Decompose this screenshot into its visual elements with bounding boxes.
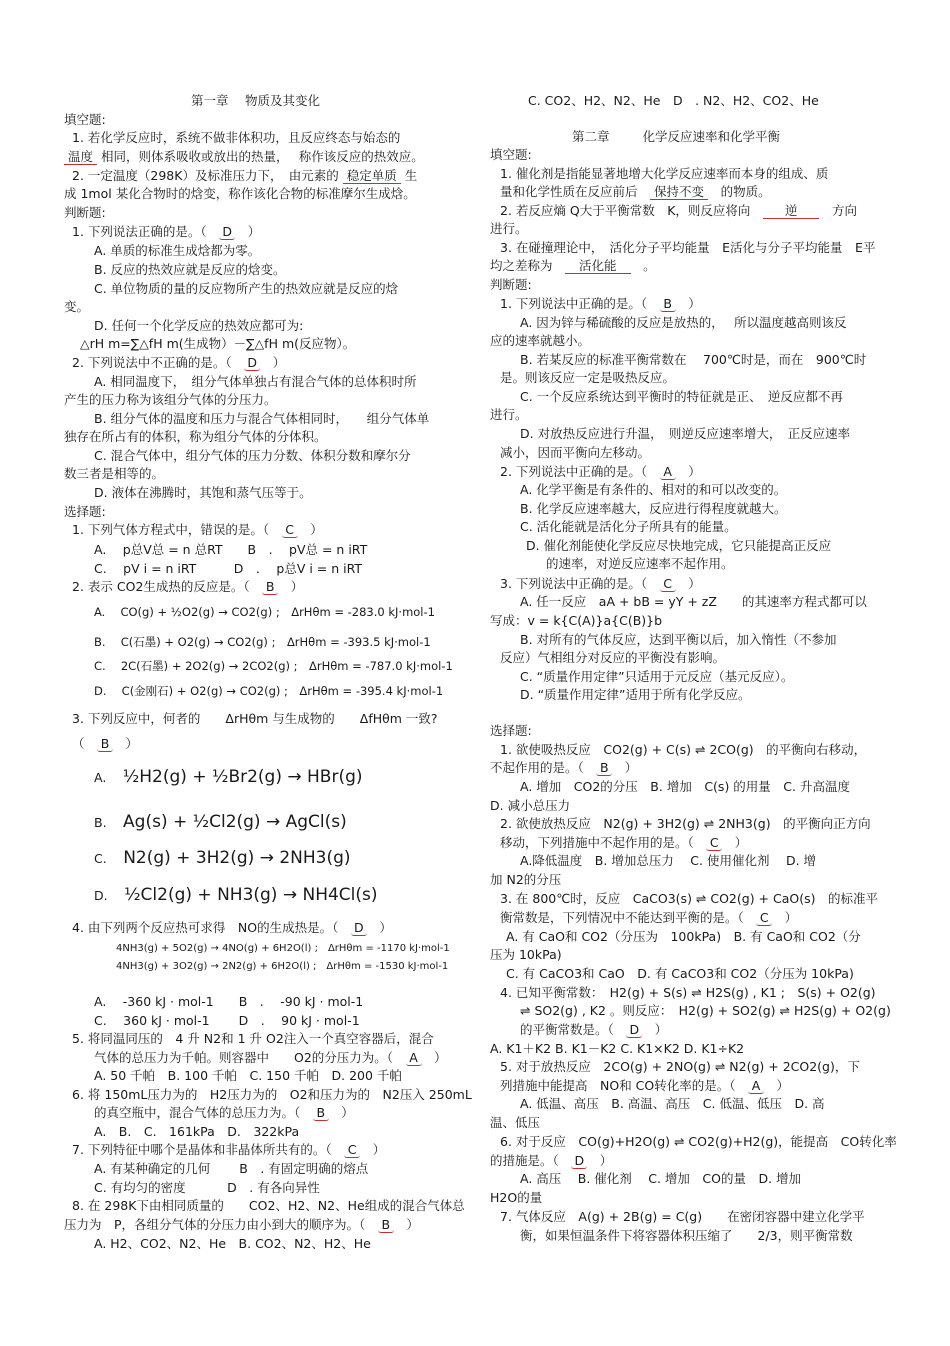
judge2-1-answer: B	[660, 296, 676, 312]
choice2-3-options-ab: A. 有 CaO和 CO2（分压为 100kPa) B. 有 CaO和 CO2（分	[506, 929, 861, 944]
choice1-options-ab: A. p总V总 = n 总RT B . pV总 = n iRT	[94, 542, 368, 557]
choice2-1-options: A. 增加 CO2的分压 B. 增加 C(s) 的用量 C. 升高温度	[520, 779, 850, 794]
fill-heading-2: 填空题:	[490, 147, 532, 162]
choice3-answer: B	[97, 736, 113, 752]
choice2-3-line2: 衡常数是，下列情况中不能达到平衡的是。（ C ）	[500, 910, 798, 925]
judge2-1-option-c-cont: 进行。	[490, 407, 528, 422]
choice-heading: 选择题:	[64, 504, 106, 519]
choice3-answer-line: （ B ）	[72, 736, 139, 751]
choice2-4-line1: 4. 已知平衡常数： H2(g) + S(s) ⇌ H2S(g) , K1 ; S(s) + O2(g)	[500, 985, 876, 1000]
fill2-answer: 稳定单质	[343, 168, 401, 184]
judge-heading-2: 判断题:	[490, 277, 532, 292]
fill1-answer: 温度	[64, 149, 97, 165]
choice7-question: 7. 下列特征中哪个是晶体和非晶体所共有的。（ C ）	[72, 1142, 386, 1157]
judge2-2-answer: A	[660, 464, 676, 480]
choice2-option-b: B. C(石墨) + O2(g) → CO2(g) ; ΔrHθm = -393.5 kJ·mol-1	[94, 635, 431, 649]
judge1-option-c: C. 单位物质的量的反应物所产生的热效应就是反应的焓	[94, 281, 399, 296]
judge2-1-question: 1. 下列说法中正确的是。（ B ）	[500, 296, 701, 311]
choice6-line2: 的真空瓶中，混合气体的总压力为。（ B ）	[94, 1105, 354, 1120]
choice2-6-line2: 的措施是。（ D ）	[490, 1153, 613, 1168]
choice6-options: A. B. C. 161kPa D. 322kPa	[94, 1124, 300, 1139]
judge2-option-d: D. 液体在沸腾时，其饱和蒸气压等于。	[94, 485, 312, 500]
judge2-option-b: B. 组分气体的温度和压力与混合气体相同时， 组分气体单	[94, 411, 430, 426]
fill2-3-line1: 3. 在碰撞理论中， 活化分子平均能量 E活化与分子平均能量 E平	[500, 240, 876, 255]
fill-heading: 填空题:	[64, 112, 106, 127]
choice5-line1: 5. 将同温同压的 4 升 N2和 1 升 O2注入一个真空容器后，混合	[72, 1031, 434, 1046]
judge2-3-question: 3. 下列说法中正确的是。（ C ）	[500, 576, 701, 591]
judge2-1-option-b-cont: 是。则该反应一定是吸热反应。	[500, 370, 676, 385]
judge1-answer: D	[219, 224, 235, 240]
judge2-option-b-cont: 独存在所占有的体积，称为组分气体的分体积。	[64, 429, 327, 444]
choice1-question: 1. 下列气体方程式中，错误的是。（ C ）	[72, 522, 323, 537]
judge2-2-option-c: C. 活化能就是活化分子所具有的能量。	[520, 519, 737, 534]
choice2-6-options: A. 高压 B. 催化剂 C. 增加 CO的量 D. 增加	[520, 1171, 802, 1186]
choice6-line1: 6. 将 150mL压力为的 H2压力为的 O2和压力为的 N2压入 250mL	[72, 1087, 472, 1102]
choice3-option-c: C. N2(g) + 3H2(g) → 2NH3(g)	[94, 848, 351, 868]
judge1-option-b: B. 反应的热效应就是反应的焓变。	[94, 262, 286, 277]
choice6-answer: B	[313, 1105, 329, 1121]
choice2-5-options: A. 低温、高压 B. 高温、高压 C. 低温、低压 D. 高	[520, 1096, 825, 1111]
choice8-line1: 8. 在 298K下由相同质量的 CO2、H2、N2、He组成的混合气体总	[72, 1198, 465, 1213]
choice7-options-cd: C. 有均匀的密度 D . 有各向异性	[94, 1180, 320, 1195]
choice7-answer: C	[344, 1142, 360, 1158]
choice3-option-d: D. ½Cl2(g) + NH3(g) → NH4Cl(s)	[94, 885, 378, 905]
fill1-line2: 温度 相同，则体系吸收或放出的热量， 称作该反应的热效应。	[64, 149, 424, 165]
judge2-1-option-a-cont: 应的速率就越小。	[490, 333, 591, 348]
choice1-answer: C	[282, 522, 298, 538]
fill2-2-answer: 逆	[763, 203, 820, 219]
judge2-1-option-d: D. 对放热反应进行升温， 则逆反应速率增大， 正反应速率	[520, 426, 851, 441]
choice2-2-line1: 2. 欲使放热反应 N2(g) + 3H2(g) ⇌ 2NH3(g) 的平衡向正方向	[500, 816, 871, 831]
judge2-2-option-b: B. 化学反应速率越大，反应进行得程度就越大。	[520, 501, 787, 516]
judge2-option-a-cont: 产生的压力称为该组分气体的分压力。	[64, 392, 277, 407]
choice2-1-answer: B	[596, 760, 612, 776]
choice2-answer: B	[262, 579, 278, 595]
choice2-3-answer: C	[756, 910, 772, 926]
fill1-line1: 1. 若化学反应时，系统不做非体积功，且反应终态与始态的	[72, 130, 401, 145]
choice2-2-line2: 移动，下列措施中不起作用的是。（ C ）	[500, 835, 748, 850]
choice2-4-answer: D	[626, 1022, 642, 1038]
choice3-question: 3. 下列反应中，何者的 ΔrHθm 与生成物的 ΔfHθm 一致?	[72, 711, 438, 726]
judge1-option-a: A. 单质的标准生成焓都为零。	[94, 243, 261, 258]
judge2-2-question: 2. 下列说法中正确的是。（ A ）	[500, 464, 701, 479]
choice2-option-d: D. C(金刚石) + O2(g) → CO2(g) ; ΔrHθm = -395.4 kJ·mol-1	[94, 684, 444, 698]
choice2-5-answer: A	[748, 1078, 764, 1094]
choice2-5-line2: 列措施中能提高 NO和 CO转化率的是。（ A ）	[500, 1078, 790, 1093]
judge1-question: 1. 下列说法正确的是。（ D ）	[72, 224, 261, 239]
choice2-4-options: A. K1＋K2 B. K1－K2 C. K1×K2 D. K1÷K2	[490, 1041, 745, 1056]
fill2-line2: 成 1mol 某化合物时的焓变，称作该化合物的标准摩尔生成焓。	[64, 186, 416, 201]
choice2-option-a: A. CO(g) + ½O2(g) → CO2(g) ; ΔrHθm = -283.0 kJ·mol-1	[94, 605, 435, 619]
fill2-1-answer: 保持不变	[650, 184, 708, 200]
fill2-2-line1: 2. 若反应熵 Q大于平衡常数 K，则反应将向 逆 方向	[500, 203, 857, 218]
choice4-reaction1: 4NH3(g) + 5O2(g) → 4NO(g) + 6H2O(l) ; ΔrHθm = -1170 kJ·mol-1	[116, 943, 450, 954]
judge2-3-option-c: C. “质量作用定律”只适用于元反应（基元反应）。	[520, 669, 794, 684]
choice2-1-line1: 1. 欲使吸热反应 CO2(g) + C(s) ⇌ 2CO(g) 的平衡向右移动，	[500, 742, 867, 757]
judge1-option-d-formula: △rH m=∑△fH m(生成物）－∑△fH m(反应物）。	[80, 336, 356, 351]
choice4-options-cd: C. 360 kJ · mol-1 D . 90 kJ · mol-1	[94, 1013, 360, 1028]
judge2-1-option-c: C. 一个反应系统达到平衡时的特征就是正、 逆反应都不再	[520, 389, 843, 404]
choice4-question: 4. 由下列两个反应热可求得 NO的生成热是。（ D ）	[72, 920, 392, 935]
choice2-4-line3: 的平衡常数是。（ D ）	[520, 1022, 668, 1037]
choice2-3-line1: 3. 在 800℃时，反应 CaCO3(s) ⇌ CO2(g) + CaO(s) 的标准平	[500, 891, 878, 906]
choice8-line2: 压力为 P，各组分气体的分压力由小到大的顺序为。（ B ）	[64, 1217, 419, 1232]
choice2-3-options-ab-cont: 压为 10kPa)	[490, 947, 562, 962]
choice4-options-ab: A. -360 kJ · mol-1 B . -90 kJ · mol-1	[94, 994, 364, 1009]
choice4-reaction2: 4NH3(g) + 3O2(g) → 2N2(g) + 6H2O(l) ; ΔrHθm = -1530 kJ·mol-1	[116, 961, 449, 972]
choice2-4-line2: ⇌ SO2(g) , K2 。则反应： H2(g) + SO2(g) ⇌ H2S(g) + O2(g)	[520, 1003, 891, 1018]
choice3-option-b: B. Ag(s) + ½Cl2(g) → AgCl(s)	[94, 812, 347, 832]
choice2-question: 2. 表示 CO2生成热的反应是。（ B ）	[72, 579, 304, 594]
choice2-2-options-cont: 加 N2的分压	[490, 872, 562, 887]
choice2-2-options: A.降低温度 B. 增加总压力 C. 使用催化剂 D. 增	[520, 853, 817, 868]
judge2-option-a: A. 相同温度下， 组分气体单独占有混合气体的总体积时所	[94, 374, 417, 389]
judge2-3-answer: C	[660, 576, 676, 592]
judge1-option-c-cont: 变。	[64, 299, 90, 314]
fill2-3-line2: 均之差称为 活化能 。	[490, 258, 656, 273]
choice2-6-answer: D	[571, 1153, 587, 1169]
judge2-3-option-a: A. 任一反应 aA + bB = yY + zZ 的其速率方程式都可以	[520, 594, 867, 609]
judge2-2-option-d-cont: 的速率，对逆反应速率不起作用。	[546, 556, 734, 571]
fill2-1-line1: 1. 催化剂是指能显著地增大化学反应速率而本身的组成、质	[500, 166, 829, 181]
choice2-7-line1: 7. 气体反应 A(g) + 2B(g) = C(g) 在密闭容器中建立化学平	[500, 1209, 865, 1224]
choice2-1-options-cont: D. 减小总压力	[490, 798, 571, 813]
choice2-6-options-cont: H2O的量	[490, 1190, 543, 1205]
choice-heading-2: 选择题:	[490, 723, 532, 738]
choice2-2-answer: C	[706, 835, 722, 851]
judge2-1-option-a: A. 因为锌与稀硫酸的反应是放热的， 所以温度越高则该反	[520, 315, 847, 330]
choice5-options: A. 50 千帕 B. 100 千帕 C. 150 千帕 D. 200 千帕	[94, 1068, 402, 1083]
fill2-2-line2: 进行。	[490, 221, 528, 236]
chapter2-title: 第二章 化学反应速率和化学平衡	[572, 129, 780, 144]
judge2-3-option-a-formula: 写成：v = k{C(A)}a{C(B)}b	[490, 613, 663, 628]
choice5-answer: A	[406, 1050, 422, 1066]
chapter1-title: 第一章 物质及其变化	[191, 93, 320, 108]
choice5-line2: 气体的总压力为千帕。则容器中 O2的分压力为。（ A ）	[94, 1050, 447, 1065]
fill2-line1: 2. 一定温度（298K）及标准压力下， 由元素的 稳定单质 生	[72, 168, 418, 183]
judge2-3-option-d: D. “质量作用定律”适用于所有化学反应。	[520, 687, 751, 702]
fill2-3-answer: 活化能	[565, 258, 631, 274]
choice2-5-line1: 5. 对于放热反应 2CO(g) + 2NO(g) ⇌ N2(g) + 2CO2(g)，下	[500, 1059, 860, 1074]
choice2-3-options-cd: C. 有 CaCO3和 CaO D. 有 CaCO3和 CO2（分压为 10kPa)	[506, 966, 854, 981]
judge2-3-option-b: B. 对所有的气体反应，达到平衡以后，加入惰性（不参加	[520, 632, 837, 647]
choice3-option-a: A. ½H2(g) + ½Br2(g) → HBr(g)	[94, 767, 363, 787]
judge2-1-option-b: B. 若某反应的标准平衡常数在 700℃时是，而在 900℃时	[520, 352, 867, 367]
choice4-answer: D	[351, 920, 367, 936]
choice2-6-line1: 6. 对于反应 CO(g)+H2O(g) ⇌ CO2(g)+H2(g)，能提高 CO转化率	[500, 1134, 897, 1149]
choice2-7-line2: 衡，如果恒温条件下将容器体积压缩了 2/3，则平衡常数	[520, 1228, 853, 1243]
judge2-3-option-b-cont: 反应）气相组分对反应的平衡没有影响。	[500, 650, 726, 665]
choice8-options: A. H2、CO2、N2、He B. CO2、N2、H2、He	[94, 1236, 371, 1251]
choice8-options-cont: C. CO2、H2、N2、He D . N2、H2、CO2、He	[528, 93, 819, 108]
judge-heading: 判断题:	[64, 205, 106, 220]
choice8-answer: B	[378, 1217, 394, 1233]
choice2-5-options-cont: 温、低压	[490, 1115, 541, 1130]
judge2-question: 2. 下列说法中不正确的是。（ D ）	[72, 355, 286, 370]
judge2-1-option-d-cont: 减小，因而平衡向左移动。	[500, 445, 651, 460]
judge2-2-option-a: A. 化学平衡是有条件的、相对的和可以改变的。	[520, 482, 787, 497]
choice2-option-c: C. 2C(石墨) + 2O2(g) → 2CO2(g) ; ΔrHθm = -787.0 kJ·mol-1	[94, 659, 453, 673]
choice2-1-line2: 不起作用的是。（ B ）	[490, 760, 638, 775]
judge2-2-option-d: D. 催化剂能使化学反应尽快地完成，它只能提高正反应	[526, 538, 832, 553]
fill2-1-line2: 量和化学性质在反应前后 保持不变 的物质。	[500, 184, 771, 199]
judge2-option-c: C. 混合气体中，组分气体的压力分数、体积分数和摩尔分	[94, 448, 411, 463]
judge2-option-c-cont: 数三者是相等的。	[64, 466, 165, 481]
judge2-answer: D	[244, 355, 260, 371]
choice7-options-ab: A. 有某种确定的几何 B . 有固定明确的熔点	[94, 1161, 369, 1176]
judge1-option-d: D. 任何一个化学反应的热效应都可为:	[94, 318, 304, 333]
choice1-options-cd: C. pV i = n iRT D . p总V i = n iRT	[94, 561, 363, 576]
